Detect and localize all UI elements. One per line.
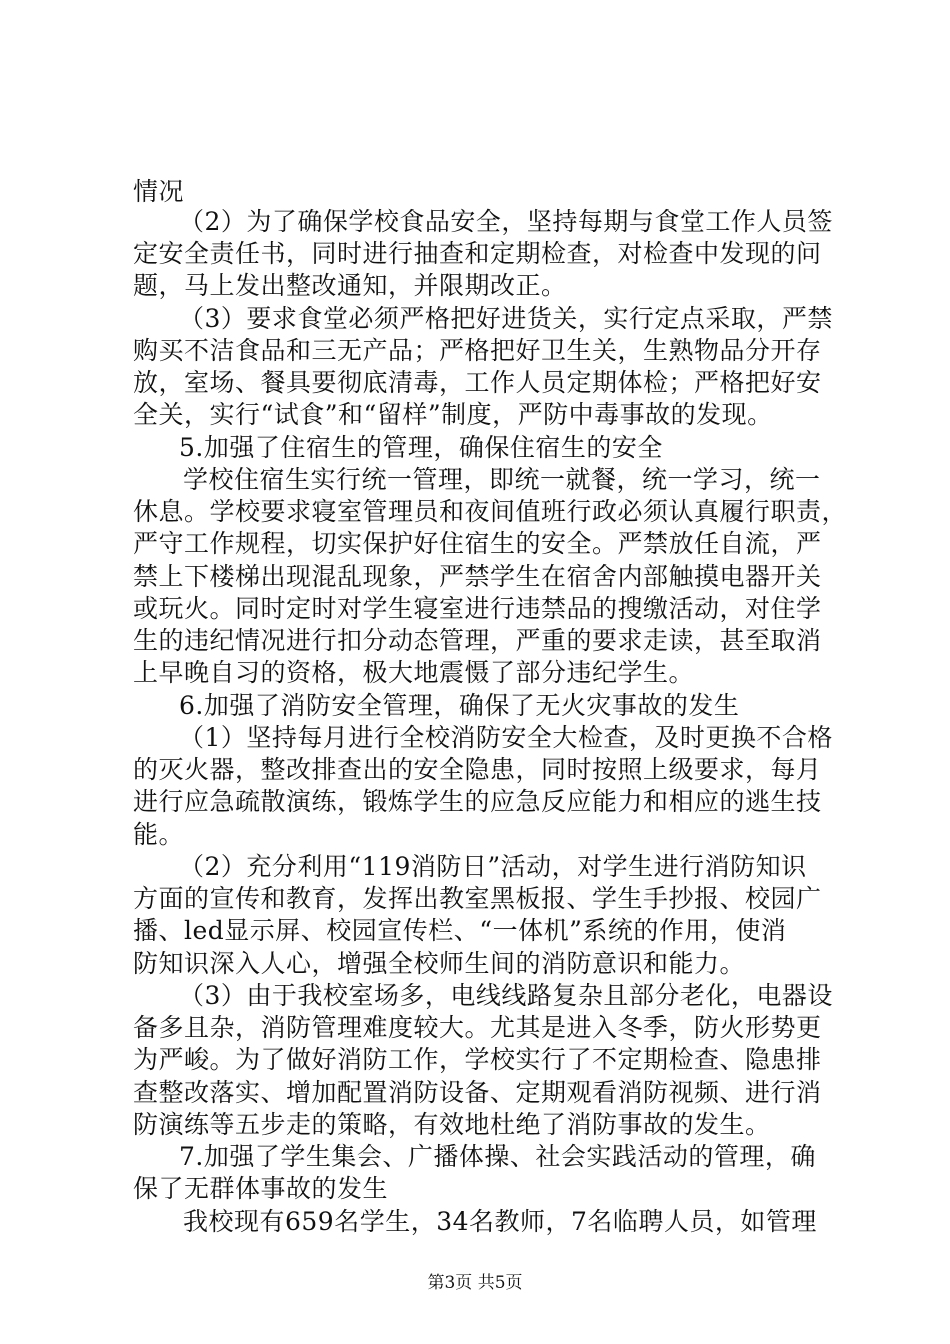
text-line: （2）充分利用“119消防日”活动，对学生进行消防知识 [179,852,807,881]
text-line: （3）要求食堂必须严格把好进货关，实行定点采取，严禁 [179,304,833,333]
text-line: 放，室场、餐具要彻底清毒，工作人员定期体检；严格把好安 [133,368,822,397]
text-line: 购买不洁食品和三无产品；严格把好卫生关，生熟物品分开存 [133,336,822,365]
text-line: 定安全责任书，同时进行抽查和定期检查，对检查中发现的问 [133,239,822,268]
text-line: 情况 [133,177,185,206]
text-line: 防知识深入人心，增强全校师生间的消防意识和能力。 [133,949,746,978]
text-line: 播、led显示屏、校园宣传栏、“一体机”系统的作用，使消 [133,916,787,945]
section-heading: 5.加强了住宿生的管理，确保住宿生的安全 [179,433,663,462]
text-line: 学校住宿生实行统一管理，即统一就餐，统一学习，统一 [183,465,821,494]
section-heading: 7.加强了学生集会、广播体操、社会实践活动的管理，确 [179,1142,816,1171]
text-line: 备多且杂，消防管理难度较大。尤其是进入冬季，防火形势更 [133,1013,822,1042]
text-line: 查整改落实、增加配置消防设备、定期观看消防视频、进行消 [133,1078,822,1107]
text-line: 题，马上发出整改通知，并限期改正。 [133,271,567,300]
page-footer: 第3页 共5页 [427,1273,523,1293]
text-line: 我校现有659名学生，34名教师，7名临聘人员，如管理 [183,1207,817,1236]
text-line: 为严峻。为了做好消防工作，学校实行了不定期检查、隐患排 [133,1045,822,1074]
section-heading: 6.加强了消防安全管理，确保了无火灾事故的发生 [179,691,740,720]
text-line: （1）坚持每月进行全校消防安全大检查，及时更换不合格 [179,723,833,752]
text-line: 禁上下楼梯出现混乱现象，严禁学生在宿舍内部触摸电器开关 [133,562,822,591]
text-line: 方面的宣传和教育，发挥出教室黑板报、学生手抄报、校园广 [133,884,822,913]
text-line: （2）为了确保学校食品安全，坚持每期与食堂工作人员签 [179,207,833,236]
text-line: 的灭火器，整改排查出的安全隐患，同时按照上级要求，每月 [133,755,822,784]
text-line: 保了无群体事故的发生 [133,1174,389,1203]
text-line: 进行应急疏散演练，锻炼学生的应急反应能力和相应的逃生技 [133,787,822,816]
text-line: 严守工作规程，切实保护好住宿生的安全。严禁放任自流，严 [133,529,822,558]
text-line: 全关，实行“试食”和“留样”制度，严防中毒事故的发现。 [133,400,773,429]
text-line: 防演练等五步走的策略，有效地杜绝了消防事故的发生。 [133,1110,771,1139]
text-line: （3）由于我校室场多，电线线路复杂且部分老化，电器设 [179,981,833,1010]
text-line: 上早晚自习的资格，极大地震慑了部分违纪学生。 [133,658,695,687]
text-line: 或玩火。同时定时对学生寝室进行违禁品的搜缴活动，对住学 [133,594,822,623]
text-line: 休息。学校要求寝室管理员和夜间值班行政必须认真履行职责， [133,497,848,526]
text-line: 能。 [133,820,185,849]
text-line: 生的违纪情况进行扣分动态管理，严重的要求走读，甚至取消 [133,626,822,655]
